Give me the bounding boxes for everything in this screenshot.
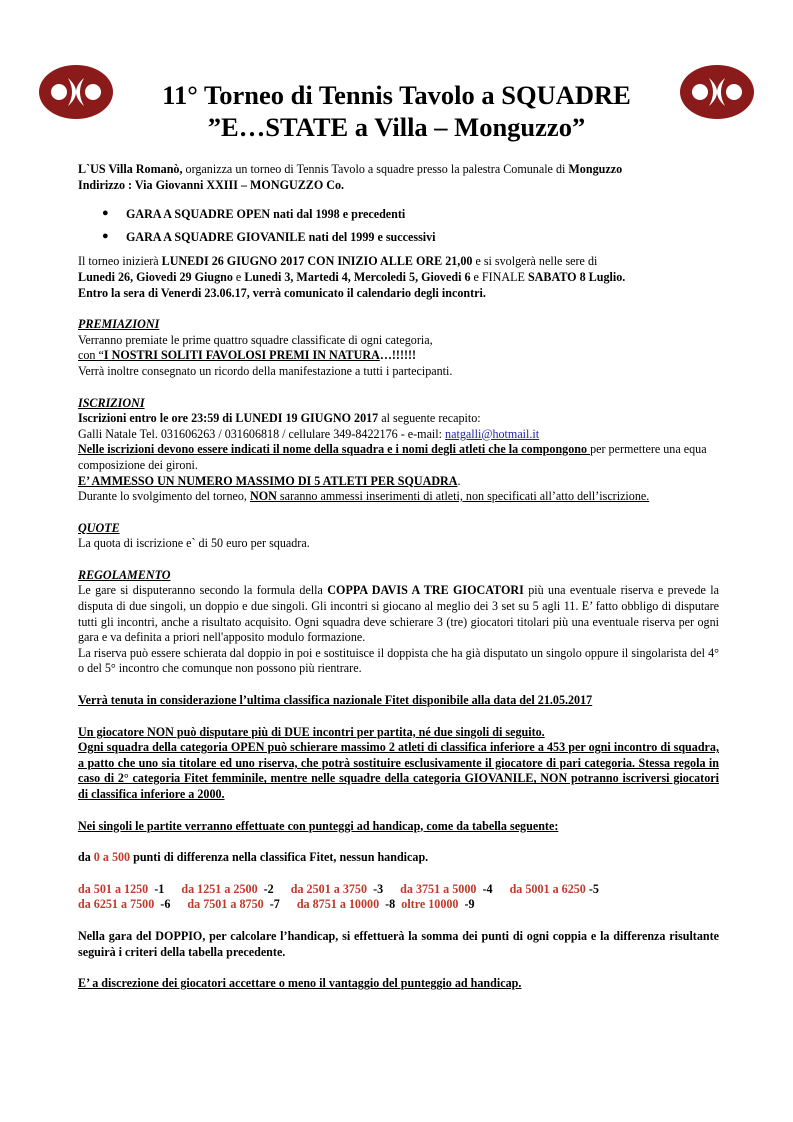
rule-open-category: Ogni squadra della categoria OPEN può schierare massimo 2 atleti di classifica inferiore a 453 per ogni incontro di squadra, a patto che uno sia titolare ed uno riserva, che potrà sostituire esclusivamente il giocatore di pari categoria. Stessa regola in caso di 2° categoria Fitet femminile, mentre nelle squadre della categoria GIOVANILE, NON potranno iscriversi giocatori di classifica inferiore a 2000. — [78, 740, 719, 801]
page-title: 11° Torneo di Tennis Tavolo a SQUADRE — [162, 80, 631, 110]
document-body — [78, 162, 719, 992]
handicap-range: da 501 a 1250 — [78, 881, 149, 896]
schedule-paragraph: Il torneo inizierà LUNEDI 26 GIUGNO 2017 CON INIZIO ALLE ORE 21,00 e si svolgerà nelle sere di Lunedi 26, Giovedi 29 Giugno e Lunedi 3, Martedi 4, Mercoledi 5, Giovedi 6 e FINALE SABATO 8 Luglio. Entro la sera di Venerdi 23.06.17, verrà comunicato il calendario degli incontri. — [78, 254, 626, 300]
handicap-range: da 5001 a 6250 — [509, 881, 586, 896]
rule-due-incontri: Un giocatore NON può disputare più di DUE incontri per partita, né due singoli di seguito. — [78, 724, 545, 739]
premiazioni-text: Verranno premiate le prime quattro squadre classificate di ogni categoria, con “I NOSTRI SOLITI FAVOLOSI PREMI IN NATURA…!!!!!! Verrà inoltre consegnato un ricordo della manifestazione a tutti i partecipanti. — [78, 332, 453, 378]
page-subtitle: ”E…STATE a Villa – Monguzzo” — [207, 112, 586, 142]
list-item: ● GARA A SQUADRE OPEN nati dal 1998 e precedenti — [78, 207, 719, 223]
handicap-range: da 2501 a 3750 — [290, 881, 368, 896]
iscrizioni-text: Iscrizioni entro le ore 23:59 di LUNEDI 19 GIUGNO 2017 al seguente recapito: Galli Natale Tel. 031606263 / 031606818 / cellulare 349-8422176 - e-mail: natgalli@hotmail.it Nelle iscrizioni devono essere indicati il nome della squadra e i nomi degli atleti che la compongono per permettere una equa composizione dei gironi. E’ AMMESSO UN NUMERO MASSIMO DI 5 ATLETI PER SQUADRA. — [78, 411, 707, 488]
handicap-range: da 6251 a 7500 — [78, 897, 155, 912]
quote-text: La quota di iscrizione e` di 50 euro per squadra. — [78, 536, 310, 551]
handicap-value: -2 — [263, 881, 274, 896]
regolamento-riserva: La riserva può essere schierata dal doppio in poi e sostituisce il doppista che ha già disputato un singolo oppure il singolarista del 4° o del 5° incontro che comunque non possono più rientrare. — [78, 645, 719, 676]
intro-paragraph: L`US Villa Romanò, organizza un torneo di Tennis Tavolo a squadre presso la palestra Comunale di Monguzzo Indirizzo : Via Giovanni XXIII – MONGUZZO Co. — [78, 162, 623, 192]
handicap-value: -8 — [385, 897, 396, 912]
handicap-range: da 1251 a 2500 — [181, 881, 258, 896]
no-handicap-line: da 0 a 500 punti di differenza nella classifica Fitet, nessun handicap. — [78, 850, 429, 865]
iscrizioni-heading: ISCRIZIONI — [78, 395, 145, 410]
handicap-value: -1 — [154, 881, 165, 896]
doppio-rule: Nella gara del DOPPIO, per calcolare l’handicap, si effettuerà la somma dei punti di ogni coppia e la differenza risultante seguirà i criteri della tabella precedente. — [78, 928, 719, 959]
handicap-value: -3 — [373, 881, 384, 896]
regolamento-heading: REGOLAMENTO — [78, 567, 171, 582]
handicap-range: da 3751 a 5000 — [400, 881, 477, 896]
handicap-intro: Nei singoli le partite verranno effettuate con punteggi ad handicap, come da tabella seguente: — [78, 818, 559, 833]
category-list — [78, 207, 719, 245]
classifica-note: Verrà tenuta in considerazione l’ultima classifica nazionale Fitet disponibile alla data del 21.05.2017 — [78, 693, 593, 708]
handicap-range: da 8751 a 10000 — [296, 897, 380, 912]
quote-heading: QUOTE — [78, 520, 120, 535]
discretion-note: E’ a discrezione dei giocatori accettare o meno il vantaggio del punteggio ad handicap. — [78, 976, 522, 991]
handicap-table — [78, 882, 719, 913]
premiazioni-heading: PREMIAZIONI — [78, 317, 160, 332]
handicap-value: -5 — [588, 881, 599, 896]
handicap-range: da 7501 a 8750 — [187, 897, 264, 912]
email-link[interactable]: natgalli@hotmail.it — [445, 426, 540, 441]
list-item: ● GARA A SQUADRE GIOVANILE nati del 1999 e successivi — [78, 230, 719, 246]
handicap-value: -6 — [160, 897, 171, 912]
handicap-value: -4 — [482, 881, 493, 896]
handicap-value: -7 — [269, 897, 280, 912]
iscrizioni-note: Durante lo svolgimento del torneo, NON saranno ammessi inserimenti di atleti, non specificati all’atto dell’iscrizione. — [78, 489, 650, 504]
handicap-value: -9 — [464, 897, 475, 912]
handicap-range: oltre 10000 — [401, 897, 459, 912]
regolamento-text: Le gare si disputeranno secondo la formula della COPPA DAVIS A TRE GIOCATORI più una eventuale riserva e prevede la disputa di due singoli, un doppio e due singoli. Gli incontri si giocano al meglio dei 3 set su 5 agli 11. E’ fatto obbligo di disputare tutti gli incontri, anche a risultato acquisito. Ogni squadra deve schierare 3 (tre) giocatori titolari più una eventuale riserva per ogni gara e va definita a priori nell'apposito modulo formazione. — [78, 583, 719, 645]
